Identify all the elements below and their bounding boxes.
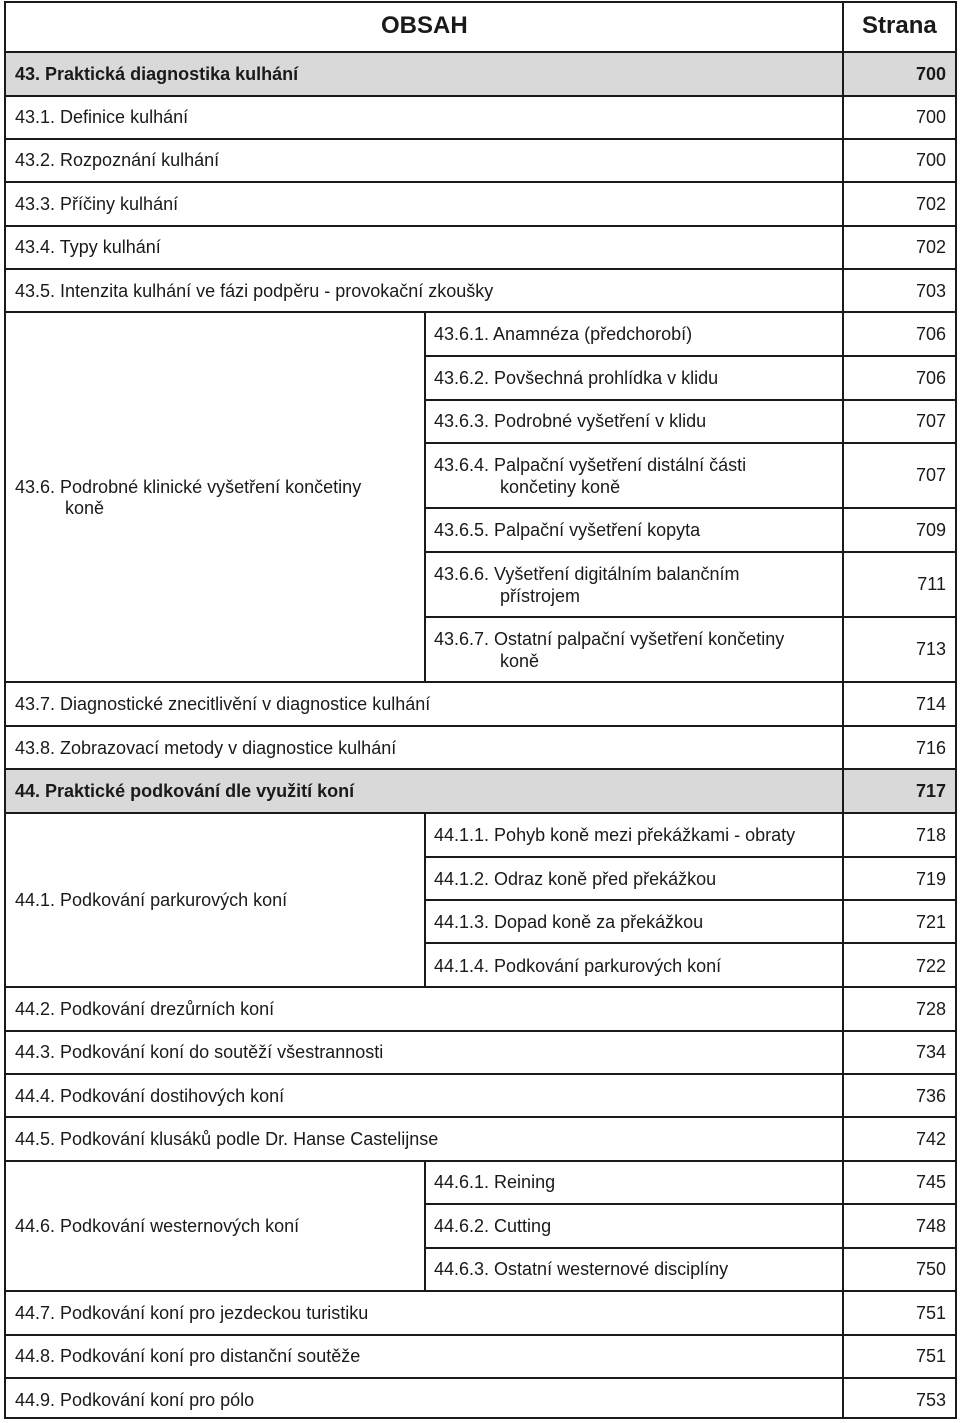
chapter-title: 44. Praktické podkování dle využití koní [15, 781, 355, 801]
subsection-title: 44.6.3. Ostatní westernové disciplíny [434, 1259, 729, 1279]
row-divider [4, 986, 957, 988]
subrow-divider [424, 856, 957, 858]
row-divider [4, 1116, 957, 1118]
row-divider [4, 181, 957, 183]
page-number: 700 [915, 150, 946, 170]
page-number: 707 [915, 465, 946, 485]
section-title: 44.8. Podkování koní pro distanční soutěže [15, 1346, 361, 1366]
subsection-title: 43.6.6. Vyšetření digitálním balančním [434, 564, 740, 584]
page-number: 703 [915, 281, 946, 301]
section-title: 44.3. Podkování koní do soutěží všestrannosti [15, 1042, 384, 1062]
section-title: 44.9. Podkování koní pro pólo [15, 1390, 255, 1410]
section-title: 43.3. Příčiny kulhání [15, 194, 179, 214]
subsection-title: 44.1.3. Dopad koně za překážkou [434, 912, 704, 932]
subsection-title: 43.6.5. Palpační vyšetření kopyta [434, 520, 701, 540]
subrow-divider [424, 616, 957, 618]
page-number: 711 [917, 574, 946, 594]
page-number: 736 [915, 1086, 946, 1106]
page-number: 751 [915, 1303, 946, 1323]
page-number: 700 [915, 107, 946, 127]
page-number: 719 [915, 869, 946, 889]
row-divider [4, 1377, 957, 1379]
row-divider [4, 51, 957, 53]
page-number: 753 [915, 1390, 946, 1410]
page-number: 706 [915, 324, 946, 344]
page-number: 713 [915, 639, 946, 659]
section-title: 43.2. Rozpoznání kulhání [15, 150, 220, 170]
page-number: 700 [915, 64, 946, 84]
subrow-divider [424, 551, 957, 553]
row-divider [4, 95, 957, 97]
section-title: 43.7. Diagnostické znecitlivění v diagnostice kulhání [15, 694, 431, 714]
subrow-divider [424, 1247, 957, 1249]
page-number: 721 [915, 912, 946, 932]
page-column-header: Strana [862, 12, 937, 39]
page-number: 716 [915, 738, 946, 758]
row-divider [4, 1160, 957, 1162]
subsection-title-continued: koně [500, 651, 540, 671]
subrow-divider [424, 355, 957, 357]
section-title: 43.8. Zobrazovací metody v diagnostice kulhání [15, 738, 397, 758]
row-divider [4, 1290, 957, 1292]
row-divider [4, 225, 957, 227]
section-title: 44.5. Podkování klusáků podle Dr. Hanse Castelijnse [15, 1129, 439, 1149]
page-number: 717 [915, 781, 946, 801]
chapter-title: 43. Praktická diagnostika kulhání [15, 64, 299, 84]
section-title: 44.2. Podkování drezůrních koní [15, 999, 275, 1019]
subsection-title: 43.6.2. Povšechná prohlídka v klidu [434, 368, 719, 388]
row-divider [4, 1030, 957, 1032]
row-divider [4, 1073, 957, 1075]
row-divider [4, 311, 957, 313]
page-column-divider [842, 1, 844, 1419]
page-number: 702 [915, 237, 946, 257]
section-title: 43.5. Intenzita kulhání ve fázi podpěru - provokační zkoušky [15, 281, 494, 301]
subsection-title: 43.6.1. Anamnéza (předchorobí) [434, 324, 693, 344]
page-number: 751 [915, 1346, 946, 1366]
section-title: 44.4. Podkování dostihových koní [15, 1086, 285, 1106]
subsection-title: 44.1.2. Odraz koně před překážkou [434, 869, 717, 889]
row-divider [4, 268, 957, 270]
row-divider [4, 725, 957, 727]
subsection-title: 44.6.2. Cutting [434, 1216, 552, 1236]
subsection-title: 43.6.3. Podrobné vyšetření v klidu [434, 411, 707, 431]
row-divider [4, 1334, 957, 1336]
subsection-title: 43.6.7. Ostatní palpační vyšetření končetiny [434, 629, 785, 649]
subsection-title: 44.1.1. Pohyb koně mezi překážkami - obraty [434, 825, 796, 845]
section-title: 43.6. Podrobné klinické vyšetření končetiny [15, 477, 362, 497]
row-divider [4, 681, 957, 683]
page-number: 707 [915, 411, 946, 431]
subsection-divider [424, 312, 426, 682]
row-divider [4, 812, 957, 814]
section-title: 43.1. Definice kulhání [15, 107, 189, 127]
page-number: 742 [915, 1129, 946, 1149]
row-divider [4, 768, 957, 770]
section-title: 44.6. Podkování westernových koní [15, 1216, 300, 1236]
page-number: 702 [915, 194, 946, 214]
row-divider [4, 138, 957, 140]
toc-title: OBSAH [381, 12, 468, 39]
section-title: 43.4. Typy kulhání [15, 237, 161, 257]
page-number: 748 [915, 1216, 946, 1236]
subrow-divider [424, 942, 957, 944]
subrow-divider [424, 1203, 957, 1205]
page-number: 722 [915, 956, 946, 976]
page-number: 728 [915, 999, 946, 1019]
subrow-divider [424, 899, 957, 901]
subrow-divider [424, 442, 957, 444]
section-title: 44.7. Podkování koní pro jezdeckou turistiku [15, 1303, 369, 1323]
section-title: 44.1. Podkování parkurových koní [15, 890, 288, 910]
subsection-title: 44.1.4. Podkování parkurových koní [434, 956, 722, 976]
subsection-title: 43.6.4. Palpační vyšetření distální části [434, 455, 747, 475]
subrow-divider [424, 507, 957, 509]
subsection-title-continued: končetiny koně [500, 477, 621, 497]
subsection-title-continued: přístrojem [500, 586, 581, 606]
subsection-divider [424, 1160, 426, 1291]
page-number: 714 [915, 694, 946, 714]
page-number: 745 [915, 1172, 946, 1192]
page-number: 734 [915, 1042, 946, 1062]
page-number: 709 [915, 520, 946, 540]
section-title-continued: koně [65, 498, 105, 518]
subsection-title: 44.6.1. Reining [434, 1172, 556, 1192]
subrow-divider [424, 399, 957, 401]
page-number: 706 [915, 368, 946, 388]
page-number: 750 [915, 1259, 946, 1279]
page-number: 718 [915, 825, 946, 845]
